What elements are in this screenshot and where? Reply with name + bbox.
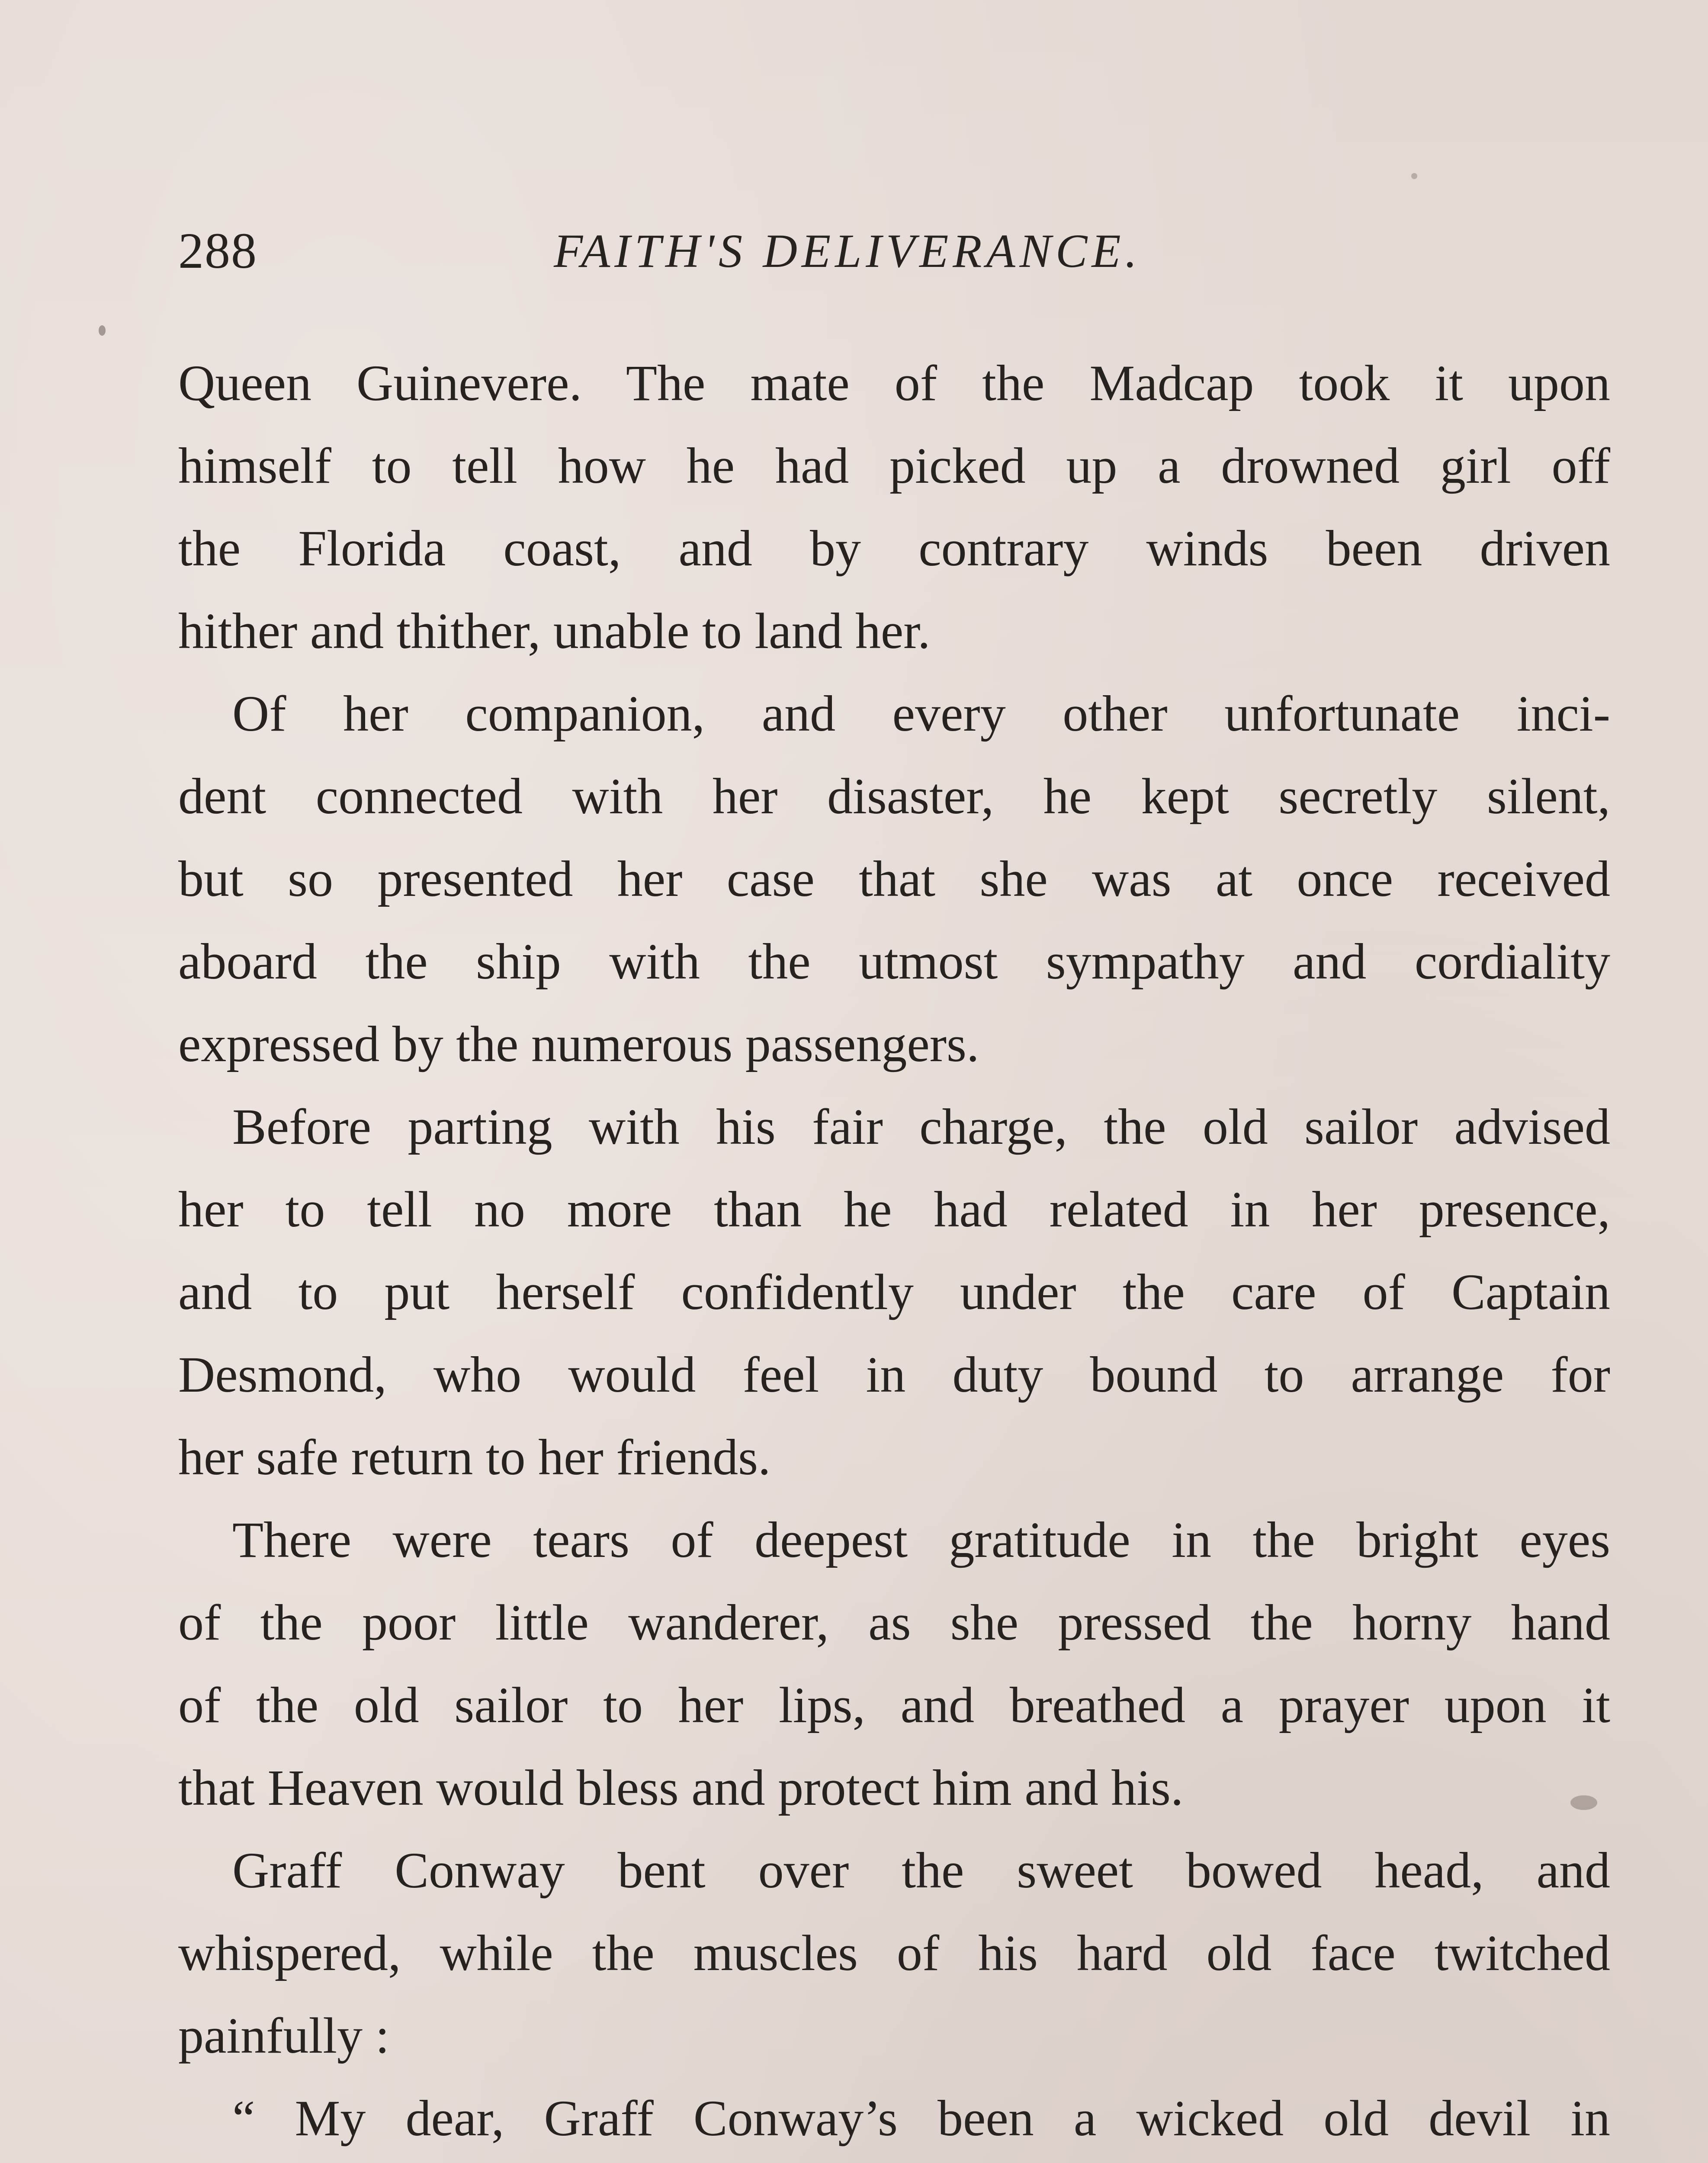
- text-line: Desmond, who would feel in duty bound to arrange for: [178, 1346, 1610, 1403]
- text-line: that Heaven would bless and protect him and his.: [178, 1759, 1184, 1816]
- text-line: Before parting with his fair charge, the old sailor advised: [232, 1098, 1610, 1155]
- text-line: her to tell no more than he had related in her presence,: [178, 1181, 1610, 1238]
- text-line: Graff Conway bent over the sweet bowed head, and: [232, 1842, 1610, 1899]
- text-line: Queen Guinevere. The mate of the Madcap took it upon: [178, 355, 1610, 411]
- paper-speck: [1527, 1220, 1531, 1224]
- text-line: [178, 2160, 1610, 2163]
- text-line: the Florida coast, and by contrary winds been driven: [178, 520, 1610, 577]
- text-line: hither and thither, unable to land her.: [178, 603, 931, 659]
- text-line: himself to tell how he had picked up a drowned girl off: [178, 437, 1610, 494]
- text-line: Of her companion, and every other unfortunate inci-: [232, 685, 1610, 742]
- text-line: but so presented her case that she was at once received: [178, 850, 1610, 907]
- text-line: aboard the ship with the utmost sympathy and cordiality: [178, 933, 1610, 990]
- text-line: “ My dear, Graff Conway’s been a wicked old devil in: [232, 2090, 1610, 2147]
- text-line: of the old sailor to her lips, and breathed a prayer upon it: [178, 1677, 1610, 1733]
- text-line: whispered, while the muscles of his hard old face twitched: [178, 1925, 1610, 1981]
- body-text: [178, 342, 1610, 2163]
- text-line: of the poor little wanderer, as she pressed the horny hand: [178, 1594, 1610, 1651]
- page-number: 288: [178, 222, 257, 279]
- text-line: and to put herself confidently under the care of Captain: [178, 1264, 1610, 1320]
- running-head: [178, 218, 1606, 283]
- running-title: FAITH'S DELIVERANCE.: [554, 225, 1142, 277]
- text-line: dent connected with her disaster, he kept secretly silent,: [178, 768, 1610, 825]
- paper-speck: [1411, 173, 1417, 179]
- text-line: There were tears of deepest gratitude in the bright eyes: [232, 1512, 1610, 1568]
- paper-speck: [1570, 1795, 1597, 1810]
- paper-speck: [99, 325, 106, 336]
- text-line: expressed by the numerous passengers.: [178, 1016, 979, 1072]
- text-line: painfully :: [178, 2007, 390, 2064]
- text-line: her safe return to her friends.: [178, 1429, 771, 1486]
